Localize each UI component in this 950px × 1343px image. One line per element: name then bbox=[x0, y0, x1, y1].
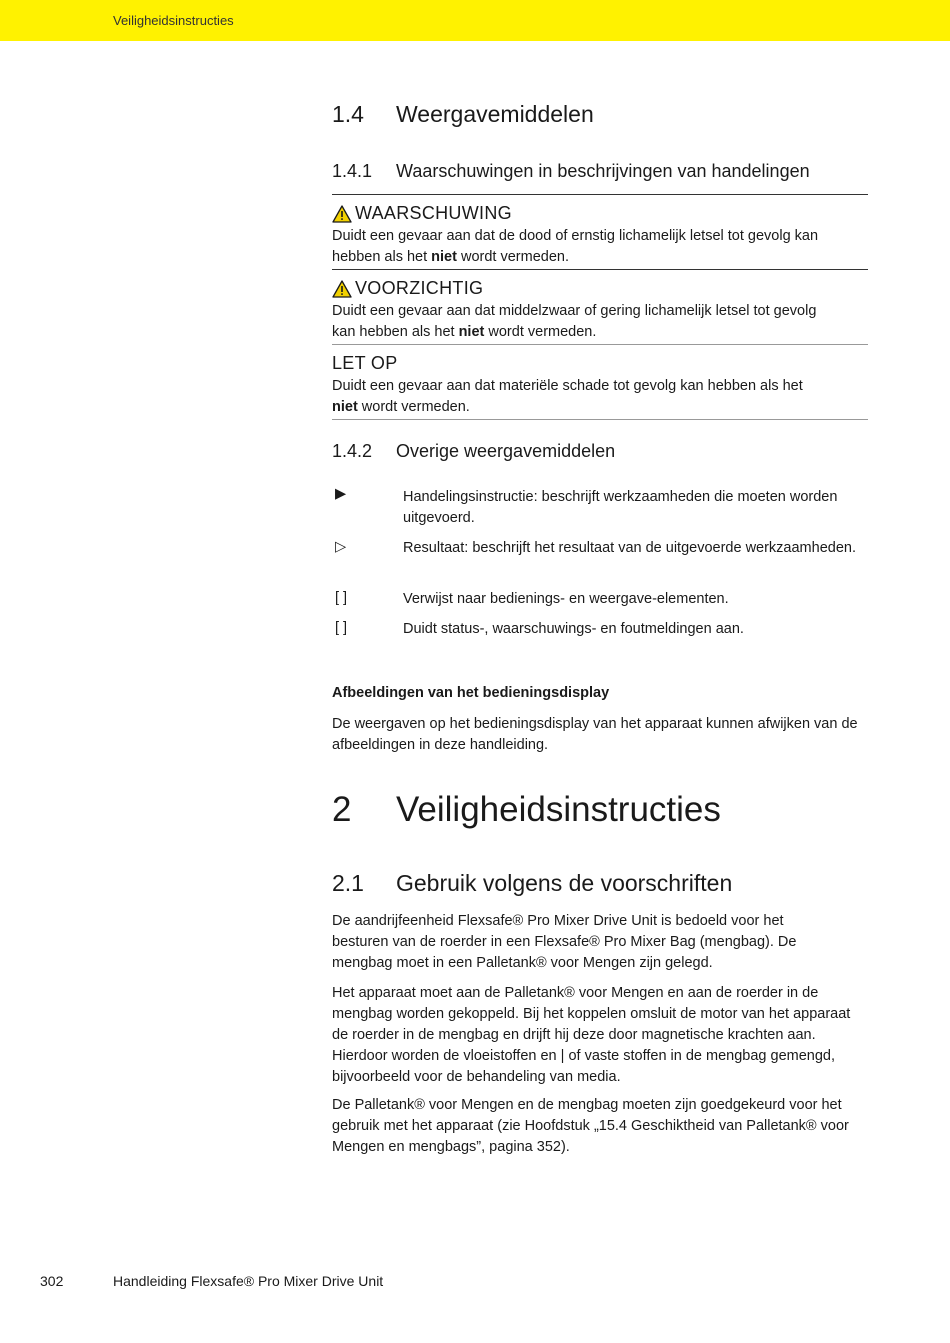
header-label: Veiligheidsinstructies bbox=[113, 13, 234, 28]
caution-text bbox=[332, 301, 872, 343]
footer-title: Handleiding Flexsafe® Pro Mixer Drive Unit bbox=[113, 1273, 384, 1289]
page-number: 302 bbox=[40, 1273, 64, 1289]
divider bbox=[332, 419, 868, 420]
divider bbox=[332, 344, 868, 345]
bracket-symbol: [ ] bbox=[335, 590, 348, 606]
divider bbox=[332, 269, 868, 270]
divider bbox=[332, 194, 868, 195]
header-bar bbox=[0, 0, 950, 41]
paragraph: De Palletank® voor Mengen en de mengbag moeten zijn goedgekeurd voor het gebruik met het apparaat (zie Hoofdstuk „15.4 Geschiktheid van Palletank® voor Mengen en mengbags”, pagina 352). bbox=[332, 1097, 849, 1155]
legend-text: Handelingsinstructie: beschrijft werkzaamheden die moeten worden uitgevoerd. bbox=[403, 489, 838, 526]
paragraph: Het apparaat moet aan de Palletank® voor Mengen en aan de roerder in de mengbag worden gekoppeld. Bij het koppelen omsluit de motor van het apparaat de roerder in de mengbag en drijft hij deze door magnetische krachten aan. Hierdoor worden de vloeistoffen en | of vaste stoffen in de mengbag gemengd, bijvoorbeeld voor de behandeling van media. bbox=[332, 985, 851, 1085]
warning-triangle-icon bbox=[332, 205, 352, 223]
subheading: Afbeeldingen van het bedieningsdisplay bbox=[332, 685, 610, 701]
paragraph: De weergaven op het bedieningsdisplay van het apparaat kunnen afwijken van de afbeeldingen in deze handleiding. bbox=[332, 716, 858, 753]
paragraph: De aandrijfeenheid Flexsafe® Pro Mixer Drive Unit is bedoeld voor het besturen van de roerder in een Flexsafe® Pro Mixer Bag (mengbag). De mengbag moet in een Palletank® voor Mengen zijn gelegd. bbox=[332, 913, 797, 971]
legend-text: Verwijst naar bedienings- en weergave-elementen. bbox=[403, 591, 729, 607]
warning-text bbox=[332, 226, 872, 268]
caution-text-line: Duidt een gevaar aan dat middelzwaar of gering lichamelijk letsel tot gevolg bbox=[332, 303, 817, 319]
section-title: Weergavemiddelen bbox=[396, 101, 594, 127]
caution-label: VOORZICHTIG bbox=[355, 278, 484, 298]
subsection-number: 1.4.2 bbox=[332, 441, 373, 461]
section-title: Gebruik volgens de voorschriften bbox=[396, 870, 733, 896]
legend-text: Duidt status-, waarschuwings- en foutmeldingen aan. bbox=[403, 621, 744, 637]
warning-text-line: Duidt een gevaar aan dat de dood of ernstig lichamelijk letsel tot gevolg kan bbox=[332, 228, 819, 244]
chapter-title: Veiligheidsinstructies bbox=[396, 790, 721, 829]
notice-title bbox=[332, 353, 398, 374]
notice-text-line: Duidt een gevaar aan dat materiële schade tot gevolg kan hebben als het bbox=[332, 378, 803, 394]
notice-text-line: niet wordt vermeden. bbox=[332, 399, 470, 415]
legend-text: Resultaat: beschrijft het resultaat van de uitgevoerde werkzaamheden. bbox=[403, 540, 856, 556]
section-number: 1.4 bbox=[332, 101, 364, 127]
notice-text bbox=[332, 376, 872, 418]
warning-triangle-icon bbox=[332, 280, 352, 298]
caution-text-line: kan hebben als het niet wordt vermeden. bbox=[332, 324, 597, 340]
warning-label: WAARSCHUWING bbox=[355, 203, 512, 223]
notice-label: LET OP bbox=[332, 353, 398, 373]
chapter-number: 2 bbox=[332, 790, 352, 829]
subsection-number: 1.4.1 bbox=[332, 161, 373, 181]
subsection-title: Overige weergavemiddelen bbox=[396, 441, 616, 461]
caution-title bbox=[332, 278, 483, 299]
result-symbol-icon: ▷ bbox=[335, 539, 347, 555]
bracket-symbol: [ ] bbox=[335, 620, 348, 636]
warning-text-line: hebben als het niet wordt vermeden. bbox=[332, 249, 569, 265]
section-number: 2.1 bbox=[332, 870, 364, 896]
action-symbol-icon: ▶ bbox=[335, 486, 347, 502]
subsection-title: Waarschuwingen in beschrijvingen van handelingen bbox=[396, 161, 810, 181]
warning-title bbox=[332, 203, 512, 224]
